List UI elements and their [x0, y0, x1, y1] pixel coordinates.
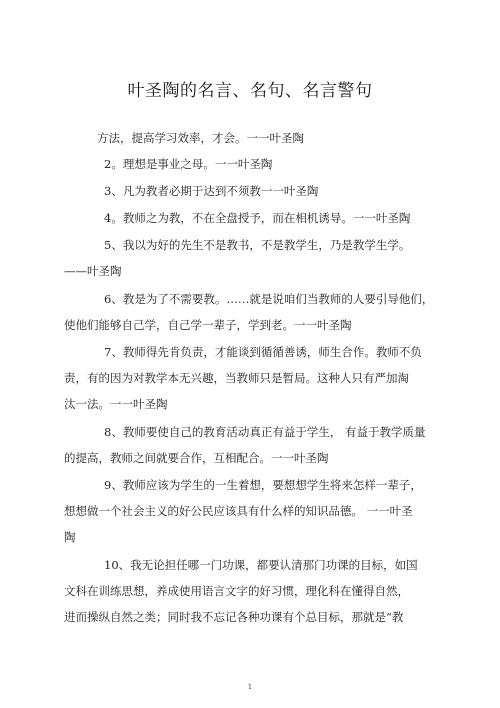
- text-line: 8、教师要使自己的教育活动真正有益于学生， 有益于教学质量: [104, 425, 426, 439]
- text-line: 2。理想是事业之母。一一叶圣陶: [104, 157, 273, 171]
- text-line: 9、教师应该为学生的一生着想，要想想学生将来怎样一辈子，: [104, 478, 422, 492]
- text-line: 3、凡为教者必期于达到不须教一一叶圣陶: [104, 184, 319, 198]
- text-line: 汰一法。一一叶圣陶: [64, 397, 168, 411]
- text-line: 责，有的因为对教学本无兴趣，当教师只是暂局。这种人只有严加淘: [64, 371, 409, 385]
- text-line: 想想做一个社会主义的好公民应该具有什么样的知识品德。 一一叶圣: [64, 504, 413, 518]
- text-line: 进而操纵自然之类；同时我不忘记各种功课有个总目标，那就是“教: [64, 610, 404, 624]
- text-line: 使他们能够自己学，自己学一辈子，学到老。一一叶圣陶: [64, 318, 352, 332]
- text-line: ——叶圣陶: [64, 264, 122, 278]
- text-line: 文科在训练思想，养成使用语言文字的好习惯，理化科在懂得自然，: [64, 584, 409, 598]
- text-line: 10、我无论担任哪一门功课，都要认清那门功课的目标，如国: [104, 558, 418, 572]
- page-number: 1: [247, 683, 253, 691]
- text-line: 7、教师得先肯负责，才能谈到循循善诱，师生合作。教师不负: [104, 345, 422, 359]
- text-line: 4。教师之为教，不在全盘授予，而在相机诱导。一一叶圣陶: [104, 211, 411, 225]
- document-title: 叶圣陶的名言、名句、名言警句: [127, 81, 373, 101]
- text-line: 陶: [64, 530, 76, 544]
- text-line: 的提高，教师之间就要合作，互相配合。一一叶圣陶: [64, 451, 329, 465]
- text-line: 方法，提高学习效率，才会。一一叶圣陶: [97, 131, 304, 145]
- text-line: 6、教是为了不需要教。……就是说咱们当教师的人要引导他们，: [104, 292, 434, 306]
- text-line: 5、我以为好的先生不是教书，不是教学生，乃是教学生学。: [104, 238, 411, 252]
